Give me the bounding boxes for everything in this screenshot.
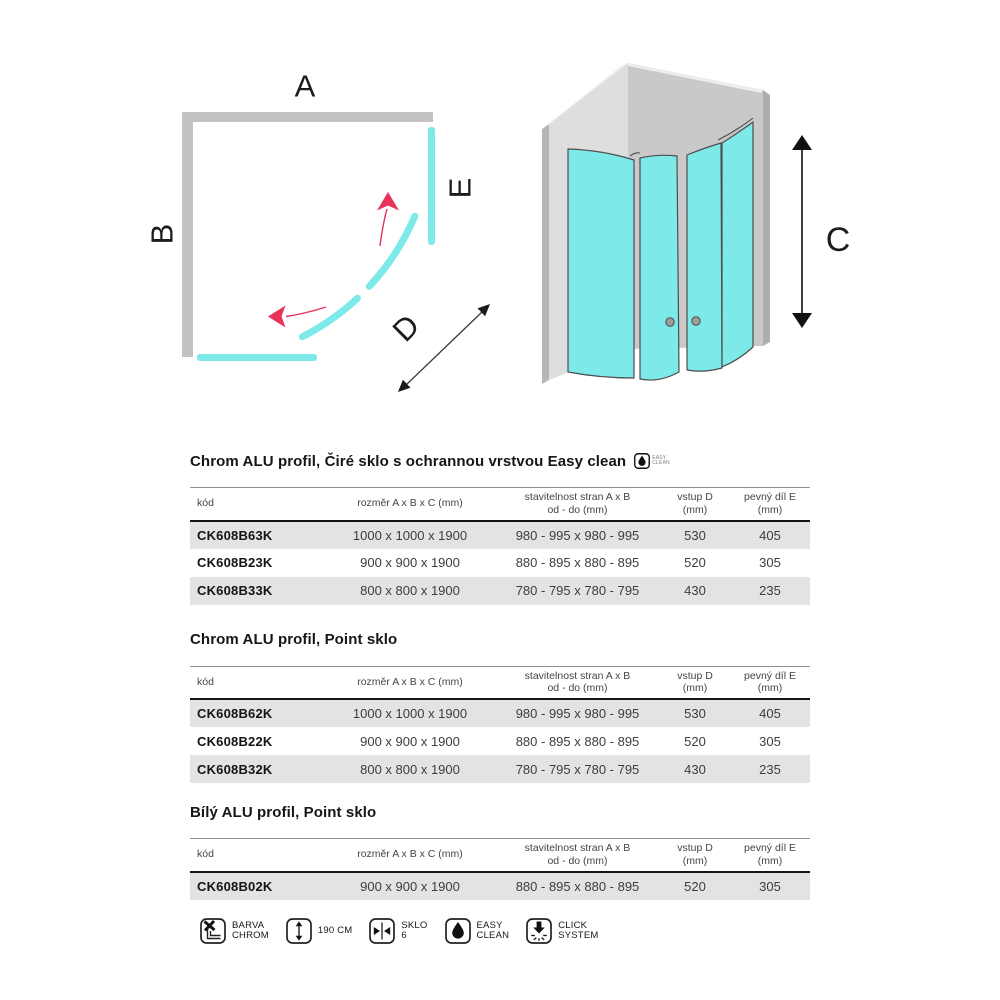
feature-icons-row (200, 918, 615, 944)
fixed-part-e: 305 (759, 555, 781, 570)
entry-d: 530 (684, 527, 706, 543)
feature-height-190 (286, 918, 352, 944)
col-header-rozmer: rozměr A x B x C (mm) (325, 839, 495, 872)
iso-wall-left-edge (542, 124, 549, 384)
wall-top (182, 112, 433, 122)
dimension-abc: 900 x 900 x 1900 (360, 555, 460, 570)
dimension-label-c: C (825, 221, 851, 259)
col-header-pevny-dil: pevný díl E (mm) (730, 666, 810, 699)
adjustability: 880 - 895 x 880 - 895 (515, 878, 640, 894)
col-header-kod: kód (190, 839, 325, 872)
adjustability: 880 - 895 x 880 - 895 (515, 555, 640, 570)
feature-barva-chrom (200, 918, 269, 944)
fixed-part-e: 305 (759, 878, 781, 894)
feature-click-system (526, 918, 598, 944)
fixed-part-e: 235 (759, 583, 781, 598)
spec-table (190, 666, 810, 784)
table-row (190, 699, 810, 727)
dimension-arrow-c-head-bottom (792, 313, 812, 328)
feature-label: CLICK SYSTEM (558, 919, 599, 941)
iso-glass-panel-1 (568, 149, 634, 378)
col-header-vstup: vstup D (mm) (660, 488, 730, 521)
header-row (190, 666, 810, 699)
dimension-abc: 1000 x 1000 x 1900 (352, 706, 468, 721)
door-handle-left (666, 318, 674, 326)
barva-chrom-icon (200, 918, 226, 944)
glass-door-arc-lower (302, 298, 357, 336)
dimension-label-d: D (385, 307, 427, 349)
col-header-stavitelnost: stavitelnost stran A x B od - do (mm) (495, 666, 660, 699)
header-row (190, 488, 810, 521)
plan-diagram (130, 55, 510, 415)
col-header-vstup: vstup D (mm) (660, 666, 730, 699)
adjustability: 880 - 895 x 880 - 895 (515, 733, 640, 749)
col-header-kod: kód (190, 488, 325, 521)
dimension-arrow-d-line (406, 312, 482, 385)
table-row (190, 727, 810, 755)
col-header-rozmer: rozměr A x B x C (mm) (325, 666, 495, 699)
glass-fixed-panel-bottom (197, 354, 317, 361)
iso-wall-right-edge (763, 90, 770, 346)
dimension-abc: 1000 x 1000 x 1900 (352, 527, 468, 543)
entry-d: 430 (684, 761, 706, 777)
dimension-label-e: E (442, 177, 478, 199)
spec-table (190, 838, 810, 900)
glass-thickness-icon (369, 918, 395, 944)
product-code: CK608B33K (197, 583, 273, 598)
table-row (190, 521, 810, 549)
col-header-pevny-dil: pevný díl E (mm) (730, 839, 810, 872)
table-row (190, 577, 810, 605)
product-table-chrom-point (190, 629, 810, 784)
dimension-abc: 900 x 900 x 1900 (360, 878, 460, 894)
dimension-label-a: A (294, 68, 316, 104)
col-header-vstup: vstup D (mm) (660, 839, 730, 872)
table-title: Chrom ALU profil, Čiré sklo s ochrannou vrstvou Easy clean (190, 452, 627, 470)
product-code: CK608B63K (197, 527, 273, 543)
feature-easy-clean (445, 918, 510, 944)
product-code: CK608B02K (197, 878, 273, 894)
fixed-part-e: 305 (759, 733, 781, 749)
table-row (190, 549, 810, 577)
entry-d: 520 (684, 733, 706, 749)
iso-glass-door-right (687, 143, 722, 371)
entry-d: 530 (684, 706, 706, 721)
table-row (190, 755, 810, 783)
iso-glass-door-left (640, 155, 679, 380)
door-swing-arrowhead-left (268, 306, 286, 328)
dimension-arrow-d-head-bottom (398, 380, 411, 392)
col-header-stavitelnost: stavitelnost stran A x B od - do (mm) (495, 488, 660, 521)
table-title: Bílý ALU profil, Point sklo (190, 803, 377, 821)
col-header-stavitelnost: stavitelnost stran A x B od - do (mm) (495, 839, 660, 872)
dimension-abc: 800 x 800 x 1900 (360, 761, 460, 777)
easy-clean-badge-label: EASY CLEAN (652, 455, 670, 466)
click-system-icon (526, 918, 552, 944)
fixed-part-e: 405 (759, 706, 781, 721)
feature-label: EASY CLEAN (476, 919, 510, 941)
adjustability: 980 - 995 x 980 - 995 (515, 527, 640, 543)
easy-clean-icon (634, 453, 650, 469)
door-swing-arrow-left (286, 307, 326, 317)
product-code: CK608B62K (197, 706, 273, 721)
table-title: Chrom ALU profil, Point sklo (190, 631, 398, 648)
easy-clean-badge (634, 453, 670, 469)
spec-table (190, 487, 810, 605)
product-table-bily-point (190, 801, 810, 900)
door-handle-right (692, 317, 700, 325)
feature-label: SKLO 6 (401, 919, 428, 941)
adjustability: 780 - 795 x 780 - 795 (515, 583, 640, 598)
adjustability: 780 - 795 x 780 - 795 (515, 761, 640, 777)
table-row (190, 872, 810, 900)
product-code: CK608B22K (197, 733, 273, 749)
table-title-row (190, 450, 810, 472)
dimension-abc: 800 x 800 x 1900 (360, 583, 460, 598)
fixed-part-e: 235 (759, 761, 781, 777)
table-title-row (190, 801, 810, 823)
easy-clean-icon (445, 918, 471, 944)
feature-label: 190 CM (317, 924, 353, 936)
product-code: CK608B23K (197, 555, 273, 570)
dimension-abc: 900 x 900 x 1900 (360, 733, 460, 749)
product-table-chrom-cire (190, 450, 810, 605)
height-190-icon (286, 918, 312, 944)
entry-d: 520 (684, 555, 706, 570)
fixed-part-e: 405 (759, 527, 781, 543)
dimension-arrow-c-head-top (792, 135, 812, 150)
col-header-pevny-dil: pevný díl E (mm) (730, 488, 810, 521)
glass-fixed-panel-e (428, 127, 435, 245)
dimension-label-b: B (144, 223, 180, 245)
header-row (190, 839, 810, 872)
feature-glass-thickness (369, 918, 427, 944)
door-swing-arrow-up (380, 209, 387, 246)
door-swing-arrowhead-up (377, 192, 399, 211)
iso-diagram (530, 50, 870, 410)
spec-tables (190, 450, 810, 900)
entry-d: 520 (684, 878, 706, 894)
adjustability: 980 - 995 x 980 - 995 (515, 706, 640, 721)
entry-d: 430 (684, 583, 706, 598)
table-title-row (190, 629, 810, 651)
glass-door-arc-upper (369, 216, 415, 286)
feature-label: BARVA CHROM (232, 919, 269, 941)
wall-left (182, 112, 193, 357)
product-code: CK608B32K (197, 761, 273, 777)
col-header-kod: kód (190, 666, 325, 699)
iso-glass-panel-4 (722, 122, 753, 367)
col-header-rozmer: rozměr A x B x C (mm) (325, 488, 495, 521)
